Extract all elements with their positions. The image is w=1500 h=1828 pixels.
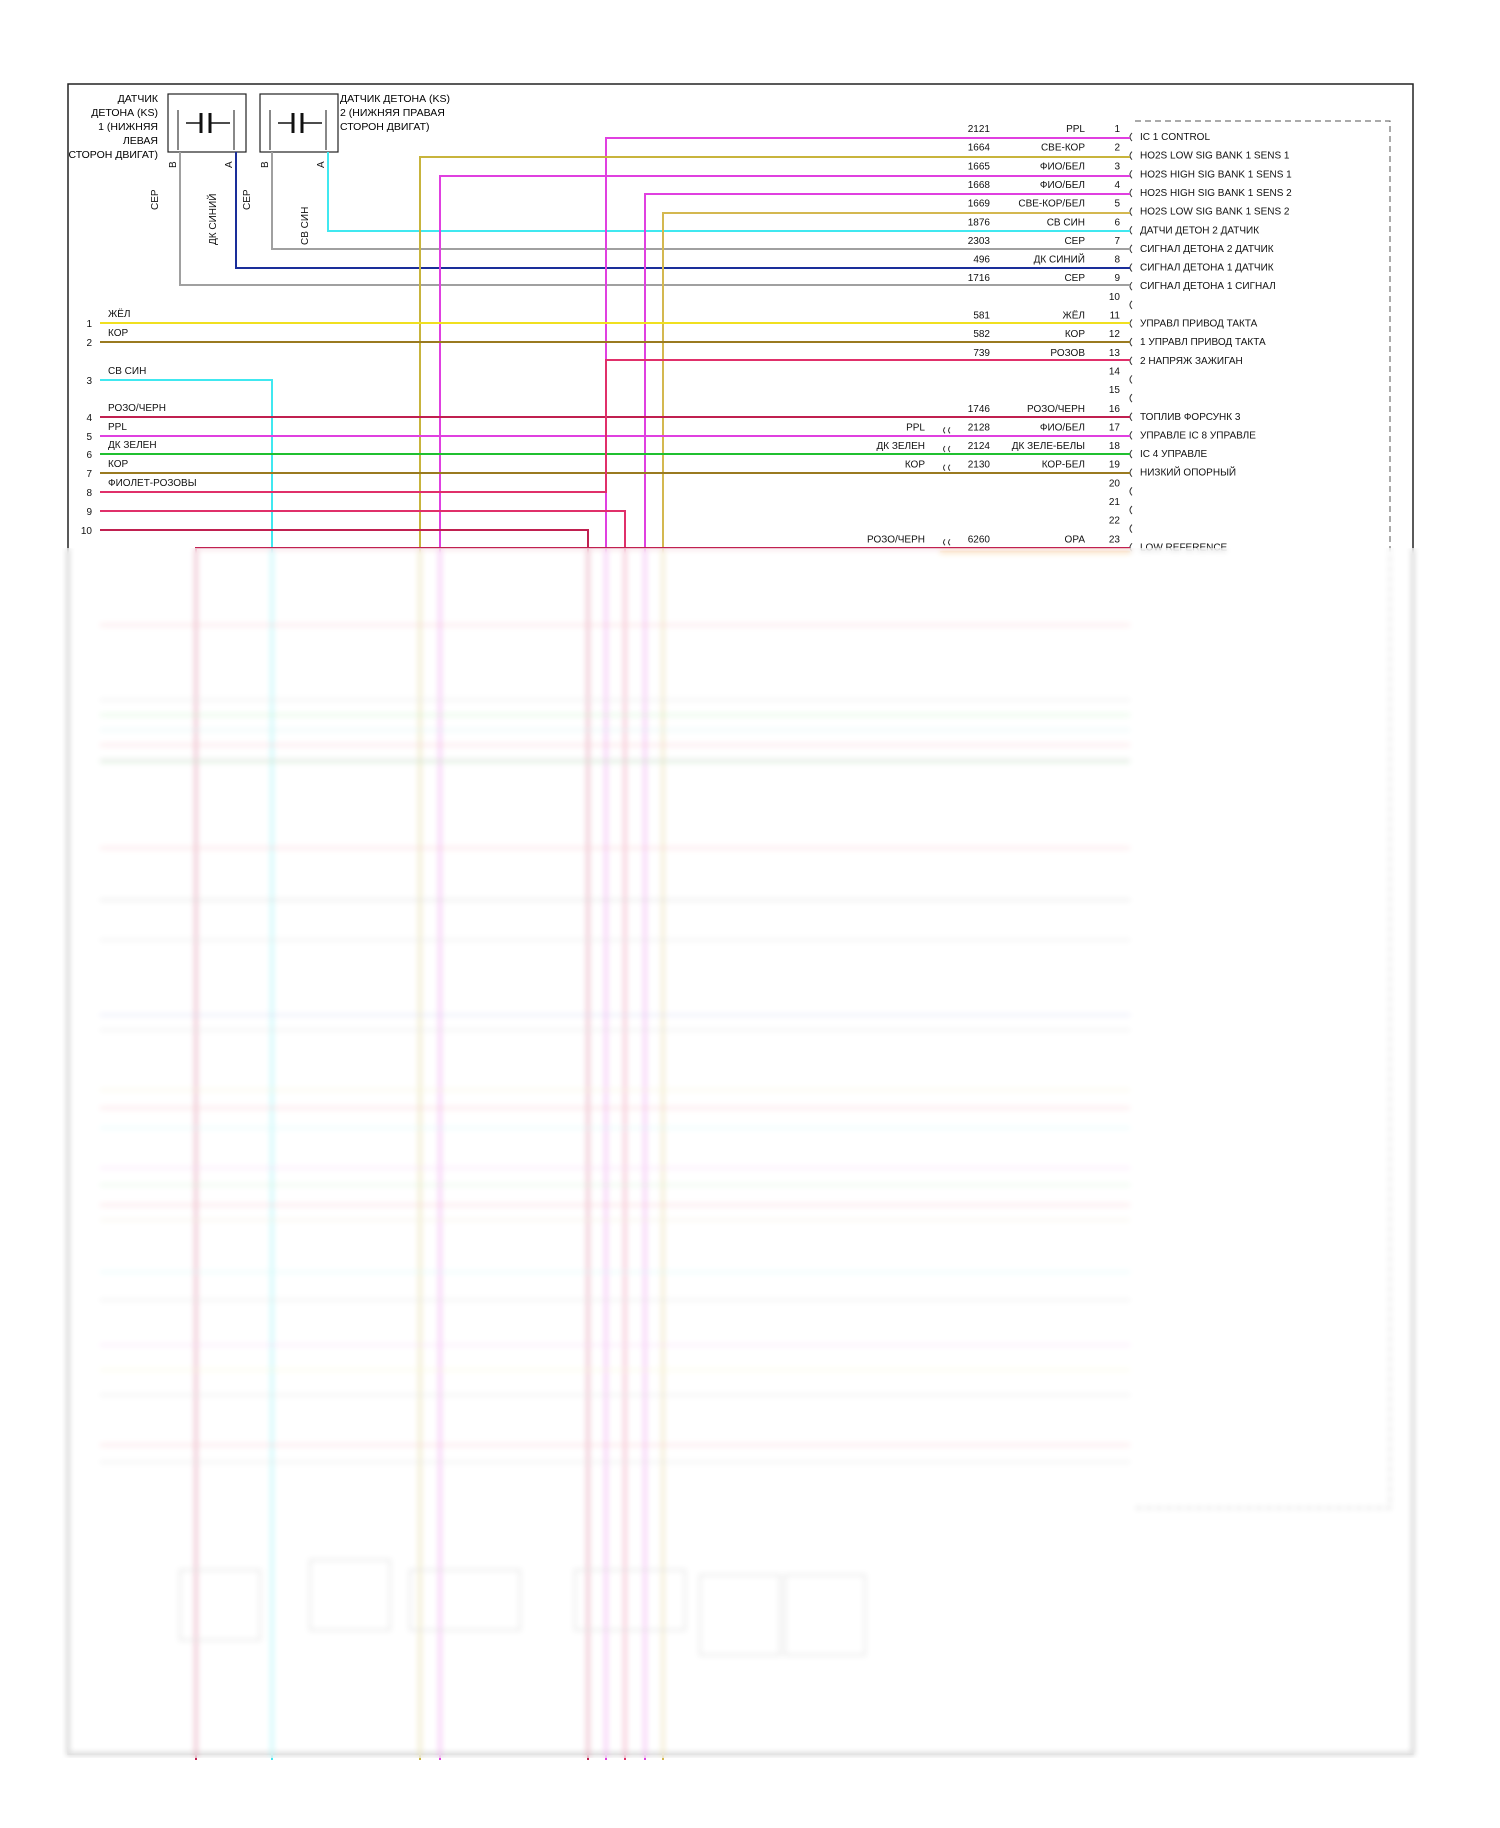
wire-color-label: КОР — [1064, 329, 1085, 341]
circuit-number: 2124 — [967, 441, 990, 453]
left-wire-color-label: PPL — [108, 422, 127, 433]
wire-color-label: РОЗО/ЧЕРН — [1027, 403, 1085, 415]
wire-color-left-label: ДК ЗЕЛЕН — [876, 441, 925, 453]
sensor-2-title-line: ДАТЧИК ДЕТОНА (KS) — [340, 93, 451, 105]
pcm-pin-number: 8 — [1114, 254, 1120, 266]
wire-color-label: ФИО/БЕЛ — [1039, 422, 1085, 434]
left-pin-number: 6 — [86, 450, 92, 461]
connector-pin — [1130, 320, 1132, 328]
circuit-number: 582 — [973, 329, 990, 341]
sensor-1-title-line: ДЕТОНА (KS) — [91, 107, 158, 119]
connector-pin — [1130, 525, 1132, 533]
left-pin-number: 1 — [86, 319, 92, 330]
wire-color-label: СВЕ-КОР — [1040, 142, 1085, 154]
pcm-pin-function: УПРАВЛ ПРИВОД ТАКТА — [1140, 318, 1258, 330]
connector-pin — [1130, 152, 1132, 160]
left-pin-number: 8 — [86, 488, 92, 499]
pcm-pin-number: 12 — [1108, 329, 1120, 341]
wire-color-label: ЖЁЛ — [1062, 310, 1085, 322]
sensor-1-title-line: 1 (НИЖНЯЯ — [98, 121, 158, 133]
left-wire-color-label: РОЗО/ЧЕРН — [108, 403, 166, 414]
wire-color-left-label: РОЗО/ЧЕРН — [867, 534, 925, 546]
inline-connector — [944, 465, 951, 471]
wire-color-label: PPL — [1066, 124, 1085, 135]
pcm-pin-function: 2 НАПРЯЖ ЗАЖИГАН — [1140, 355, 1243, 367]
sensor-pin-a: A — [316, 161, 327, 168]
sensor-1-title — [40, 92, 158, 162]
circuit-number: 6260 — [967, 534, 990, 546]
sensor-2-title-line: СТОРОН ДВИГАТ) — [340, 121, 430, 133]
connector-pin — [1130, 487, 1132, 495]
pcm-pin-number: 10 — [1108, 291, 1120, 303]
circuit-number: 581 — [973, 310, 990, 322]
wire-color-label: ДК ЗЕЛЕ-БЕЛЫ — [1011, 441, 1085, 453]
wire-color-label: СВЕ-КОР/БЕЛ — [1018, 198, 1085, 210]
pcm-pin-number: 22 — [1108, 515, 1120, 527]
inline-connector — [944, 539, 951, 545]
pcm-pin-function: СИГНАЛ ДЕТОНА 1 СИГНАЛ — [1140, 281, 1276, 293]
left-wire-color-label: ДК ЗЕЛЕН — [108, 440, 157, 451]
left-wire-color-label: КОР — [108, 459, 129, 470]
connector-pin — [1130, 375, 1132, 383]
pcm-pin-number: 17 — [1108, 422, 1120, 434]
connector-pin — [1130, 301, 1132, 309]
circuit-number: 2121 — [967, 124, 990, 135]
pcm-pin-number: 9 — [1114, 273, 1120, 285]
connector-pin — [1130, 264, 1132, 272]
connector-pin — [1130, 469, 1132, 477]
wire-color-label: СЕР — [1064, 235, 1085, 247]
pcm-pin-number: 6 — [1114, 217, 1120, 229]
left-pin-number: 9 — [86, 507, 92, 518]
wire-color-label: ФИО/БЕЛ — [1039, 179, 1085, 191]
pcm-pin-number: 5 — [1114, 198, 1120, 210]
pcm-pin-number: 20 — [1108, 478, 1120, 490]
sensor-wire-b-label: СЕР — [150, 189, 161, 210]
connector-pin — [1130, 431, 1132, 439]
wire-color-label: ФИО/БЕЛ — [1039, 161, 1085, 173]
connector-pin — [1130, 226, 1132, 234]
sensor-1-title-line: СТОРОН ДВИГАТ) — [68, 149, 158, 161]
circuit-number: 1664 — [967, 142, 990, 154]
pcm-pin-number: 2 — [1114, 142, 1120, 154]
sensor-wire-a-label: ДК СИНИЙ — [208, 193, 219, 245]
inline-connector — [944, 427, 951, 433]
pcm-pin-function: СИГНАЛ ДЕТОНА 1 ДАТЧИК — [1140, 262, 1274, 274]
circuit-number: 2130 — [967, 459, 990, 471]
pcm-pin-number: 1 — [1114, 124, 1120, 135]
sensor-pin-b: B — [168, 161, 179, 168]
connector-pin — [1130, 357, 1132, 365]
blurred-lower-region — [62, 548, 1422, 1758]
wire-color-left-label: КОР — [904, 459, 925, 471]
wire-color-label: ДК СИНИЙ — [1033, 254, 1085, 266]
pcm-pin-number: 4 — [1114, 179, 1120, 191]
pcm-pin-number: 19 — [1108, 459, 1120, 471]
pcm-pin-number: 3 — [1114, 161, 1120, 173]
circuit-number: 1746 — [967, 403, 990, 415]
sensor-1-title-line: ДАТЧИК — [117, 93, 158, 105]
pcm-pin-number: 21 — [1108, 497, 1120, 508]
inline-connector — [944, 446, 951, 452]
pcm-pin-function: IC 1 CONTROL — [1140, 132, 1211, 143]
circuit-number: 496 — [973, 254, 990, 266]
pcm-pin-function: УПРАВЛЕ IC 8 УПРАВЛЕ — [1140, 430, 1256, 442]
left-wire-color-label: ЖЁЛ — [108, 309, 131, 320]
pcm-pin-number: 16 — [1108, 403, 1120, 415]
circuit-number: 2128 — [967, 422, 990, 434]
connector-pin — [1130, 245, 1132, 253]
left-pin-number: 5 — [86, 432, 92, 443]
circuit-number: 1665 — [967, 161, 990, 173]
connector-pin — [1130, 189, 1132, 197]
wire-color-left-label: PPL — [906, 422, 925, 434]
pcm-pin-function: ДАТЧИ ДЕТОН 2 ДАТЧИК — [1140, 225, 1260, 237]
circuit-number: 739 — [973, 347, 990, 359]
circuit-number: 1716 — [967, 273, 990, 285]
left-wire-color-label: ФИОЛЕТ-РОЗОВЫ — [108, 478, 197, 489]
left-wire-color-label: КОР — [108, 328, 129, 339]
left-pin-number: 3 — [86, 376, 92, 387]
connector-pin — [1130, 208, 1132, 216]
connector-pin — [1130, 282, 1132, 290]
sensor-wire-a-label: СВ СИН — [300, 206, 311, 245]
pcm-pin-number: 23 — [1108, 534, 1120, 546]
circuit-number: 1669 — [967, 198, 990, 210]
sensor-pin-a: A — [224, 161, 235, 168]
left-pin-number: 4 — [86, 413, 92, 424]
pcm-pin-number: 11 — [1109, 310, 1120, 322]
pcm-pin-function: ТОПЛИВ ФОРСУНК 3 — [1140, 411, 1241, 423]
connector-pin — [1130, 450, 1132, 458]
pcm-pin-function: IC 4 УПРАВЛЕ — [1140, 449, 1208, 461]
wire-ks1-sig — [236, 152, 1130, 268]
wire-color-label: ОРА — [1064, 534, 1085, 546]
pcm-pin-number: 15 — [1108, 385, 1120, 397]
sensor-2-title-line: 2 (НИЖНЯЯ ПРАВАЯ — [340, 107, 445, 119]
connector-pin — [1130, 170, 1132, 178]
pcm-pin-function: СИГНАЛ ДЕТОНА 2 ДАТЧИК — [1140, 243, 1274, 255]
pcm-pin-function: HO2S LOW SIG BANK 1 SENS 2 — [1140, 206, 1290, 218]
sensor-wire-b-label: СЕР — [242, 189, 253, 210]
pcm-pin-function: 1 УПРАВЛ ПРИВОД ТАКТА — [1140, 337, 1266, 349]
pcm-pin-number: 7 — [1114, 235, 1120, 247]
connector-pin — [1130, 394, 1132, 402]
connector-pin — [1130, 133, 1132, 141]
left-pin-number: 10 — [80, 526, 92, 537]
pcm-pin-function: HO2S LOW SIG BANK 1 SENS 1 — [1140, 150, 1290, 162]
circuit-number: 1668 — [967, 179, 990, 191]
wire-color-label: КОР-БЕЛ — [1041, 459, 1085, 471]
left-pin-number: 2 — [86, 338, 92, 349]
circuit-number: 1876 — [967, 217, 990, 229]
sensor-2-title — [340, 92, 480, 134]
pcm-pin-function: HO2S HIGH SIG BANK 1 SENS 2 — [1140, 187, 1292, 199]
wire-color-label: РОЗОВ — [1050, 347, 1085, 359]
pcm-pin-function: НИЗКИЙ ОПОРНЫЙ — [1140, 467, 1237, 479]
pcm-pin-number: 18 — [1108, 441, 1120, 453]
wire-ks2-sig-low — [272, 152, 1130, 249]
connector-pin — [1130, 338, 1132, 346]
wire-ks2-sig — [328, 152, 1130, 231]
pcm-pin-function: HO2S HIGH SIG BANK 1 SENS 1 — [1140, 169, 1292, 181]
left-wire-color-label: СВ СИН — [108, 366, 147, 377]
pcm-pin-number: 13 — [1108, 347, 1120, 359]
wire-color-label: СЕР — [1064, 273, 1085, 285]
connector-pin — [1130, 413, 1132, 421]
pcm-pin-number: 14 — [1108, 366, 1120, 378]
circuit-number: 2303 — [967, 235, 990, 247]
sensor-pin-b: B — [260, 161, 271, 168]
left-pin-number: 7 — [86, 469, 92, 480]
wire-color-label: СВ СИН — [1046, 217, 1085, 229]
connector-pin — [1130, 506, 1132, 514]
sensor-1-title-line: ЛЕВАЯ — [122, 135, 158, 147]
